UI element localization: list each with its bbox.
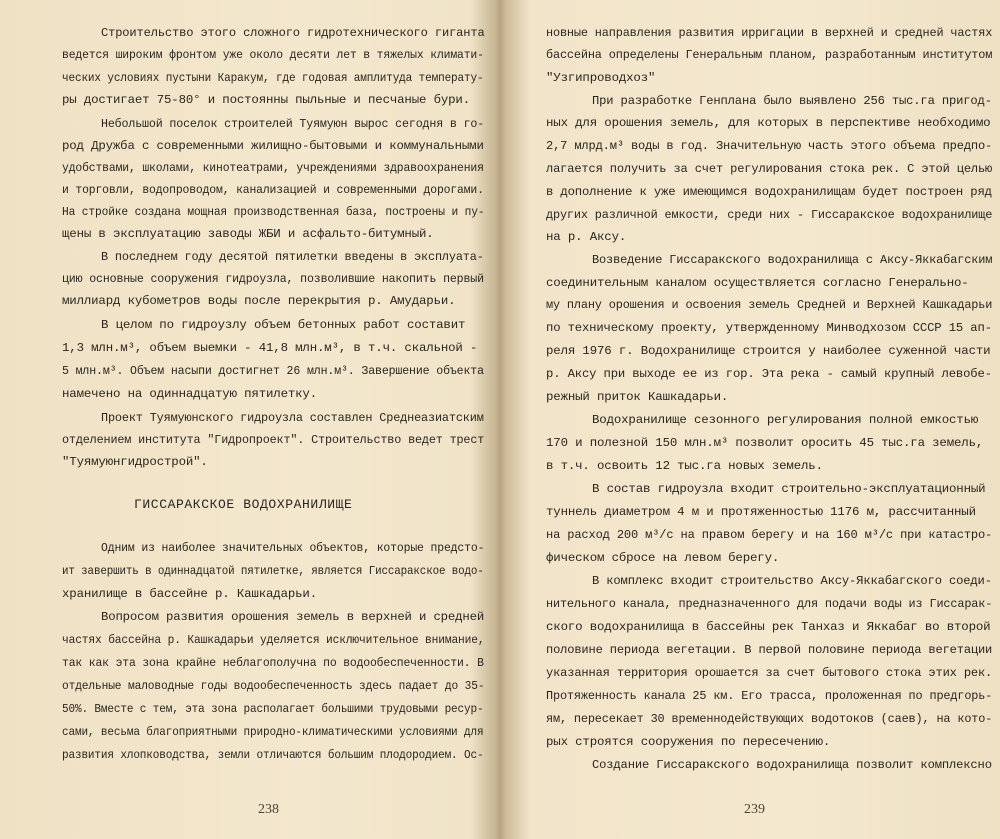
- text-line: В целом по гидроузлу объем бетонных работ составит: [101, 318, 466, 332]
- text-line: Создание Гиссаракского водохранилища позволит комплексно: [592, 758, 992, 772]
- text-line: бассейна определены Генеральным планом, разработанным институтом: [546, 48, 993, 62]
- text-line: указанная территория орошается за счет бытового стока этих рек.: [546, 666, 993, 680]
- text-line: намечено на одиннадцатую пятилетку.: [62, 387, 317, 401]
- section-heading: ГИССАРАКСКОЕ ВОДОХРАНИЛИЩЕ: [134, 497, 353, 512]
- text-line: 1,3 млн.м³, объем выемки - 41,8 млн.м³, в т.ч. скальной -: [62, 341, 478, 355]
- text-line: реля 1976 г. Водохранилище строится у наиболее суженной части: [546, 344, 991, 358]
- text-line: ям, пересекает 30 временнодействующих водотоков (саев), на кото-: [546, 712, 993, 726]
- text-line: На стройке создана мощная производственная база, построены и пу-: [62, 205, 485, 219]
- text-line: и торговли, водопроводом, канализацией и современными дорогами.: [62, 183, 484, 197]
- text-line: ского водохранилища в бассейны рек Танхаз и Яккабаг во второй: [546, 620, 991, 634]
- text-line: "Туямуюнгидрострой".: [62, 455, 208, 469]
- text-line: удобствами, школами, кинотеатрами, учреждениями здравоохранения: [62, 161, 484, 175]
- text-line: новные направления развития ирригации в верхней и средней частях: [546, 26, 993, 40]
- text-line: миллиард кубометров воды после перекрытия р. Амударьи.: [62, 294, 456, 308]
- text-line: фическом сбросе на левом берегу.: [546, 551, 780, 565]
- text-line: Строительство этого сложного гидротехнического гиганта: [101, 26, 485, 40]
- text-line: Одним из наиболее значительных объектов, которые предсто-: [101, 541, 485, 555]
- text-line: ры достигает 75-80° и постоянны пыльные и песчаные бури.: [62, 93, 470, 107]
- text-line: В состав гидроузла входит строительно-эксплуатационный: [592, 482, 986, 496]
- text-line: щены в эксплуатацию заводы ЖБИ и асфальто-битумный.: [62, 227, 434, 241]
- text-line: на р. Аксу.: [546, 230, 627, 244]
- text-line: по техническому проекту, утвержденному Минводхозом СССР 15 ап-: [546, 321, 992, 335]
- text-line: частях бассейна р. Кашкадарьи уделяется исключительное внимание,: [62, 633, 485, 647]
- text-line: половине периода вегетации. В первой половине периода вегетации: [546, 643, 993, 657]
- text-line: 2,7 млрд.м³ воды в год. Значительную часть этого объема предпо-: [546, 139, 993, 153]
- text-line: в т.ч. освоить 12 тыс.га новых земель.: [546, 459, 823, 473]
- text-line: му плану орошения и освоения земель Средней и Верхней Кашкадарьи: [546, 298, 993, 312]
- text-line: отделением института "Гидропроект". Строительство ведет трест: [62, 433, 485, 447]
- text-line: 50%. Вместе с тем, эта зона располагает большими трудовыми ресур-: [62, 702, 484, 716]
- text-line: на расход 200 м³/с на правом берегу и на 160 м³/с при катастро-: [546, 528, 993, 542]
- text-line: туннель диаметром 4 м и протяженностью 1176 м, рассчитанный: [546, 505, 976, 519]
- text-line: При разработке Генплана было выявлено 256 тыс.га пригод-: [592, 94, 992, 108]
- text-line: Вопросом развития орошения земель в верхней и средней: [101, 610, 485, 624]
- text-line: р. Аксу при выходе ее из гор. Эта река - самый крупный левобе-: [546, 367, 992, 381]
- text-line: хранилище в бассейне р. Кашкадарьи.: [62, 587, 317, 601]
- page-number: 239: [744, 802, 765, 817]
- text-line: в дополнение к уже имеющимся водохранилищам будет построен ряд: [546, 185, 992, 199]
- text-line: ных для орошения земель, для которых в перспективе необходимо: [546, 116, 991, 130]
- text-line: лагается получить за счет регулирования стока рек. С этой целью: [546, 162, 993, 176]
- text-line: В последнем году десятой пятилетки введены в эксплуата-: [101, 250, 484, 264]
- text-line: Протяженность канала 25 км. Его трасса, проложенная по предгорь-: [546, 689, 993, 703]
- text-line: сами, весьма благоприятными природно-климатическими условиями для: [62, 725, 484, 739]
- text-line: нительного канала, предназначенного для подачи воды из Гиссарак-: [546, 597, 993, 611]
- text-line: развития хлопководства, земли отличаются большим плодородием. Ос-: [62, 748, 484, 762]
- page-number: 238: [258, 802, 279, 817]
- text-line: Проект Туямуюнского гидроузла составлен Среднеазиатским: [101, 411, 484, 425]
- text-line: Небольшой поселок строителей Туямуюн вырос сегодня в го-: [101, 117, 485, 131]
- text-line: ческих условиях пустыни Каракум, где годовая амплитуда температу-: [62, 71, 484, 85]
- text-line: рых строятся сооружения по пересечению.: [546, 735, 831, 749]
- text-line: "Узгипроводхоз": [546, 71, 656, 85]
- text-line: соединительным каналом осуществляется согласно Генерально-: [546, 276, 969, 290]
- text-line: Водохранилище сезонного регулирования полной емкостью: [592, 413, 979, 427]
- text-line: 5 млн.м³. Объем насыпи достигнет 26 млн.м³. Завершение объекта: [62, 364, 484, 378]
- text-line: так как эта зона крайне неблагополучна по водообеспеченности. В: [62, 656, 484, 670]
- right-page: [508, 0, 1000, 839]
- text-line: В комплекс входит строительство Аксу-Яккабагского соеди-: [592, 574, 992, 588]
- text-line: ведется широким фронтом уже около десяти лет в тяжелых климати-: [62, 48, 484, 62]
- text-line: отдельные маловодные годы водообеспеченность здесь падает до 35-: [62, 679, 485, 693]
- text-line: других различной емкости, среди них - Гиссаракское водохранилище: [546, 208, 993, 222]
- text-line: режный приток Кашкадарьи.: [546, 390, 729, 404]
- text-line: 170 и полезной 150 млн.м³ позволит оросить 45 тыс.га земель,: [546, 436, 984, 450]
- text-line: цию основные сооружения гидроузла, позволившие накопить первый: [62, 272, 484, 286]
- text-line: род Дружба с современными жилищно-бытовыми и коммунальными: [62, 139, 484, 153]
- text-line: Возведение Гиссаракского водохранилища с Аксу-Яккабагским: [592, 253, 993, 267]
- text-line: ит завершить в одиннадцатой пятилетке, является Гиссаракское водо-: [62, 564, 484, 578]
- left-page: [0, 0, 492, 839]
